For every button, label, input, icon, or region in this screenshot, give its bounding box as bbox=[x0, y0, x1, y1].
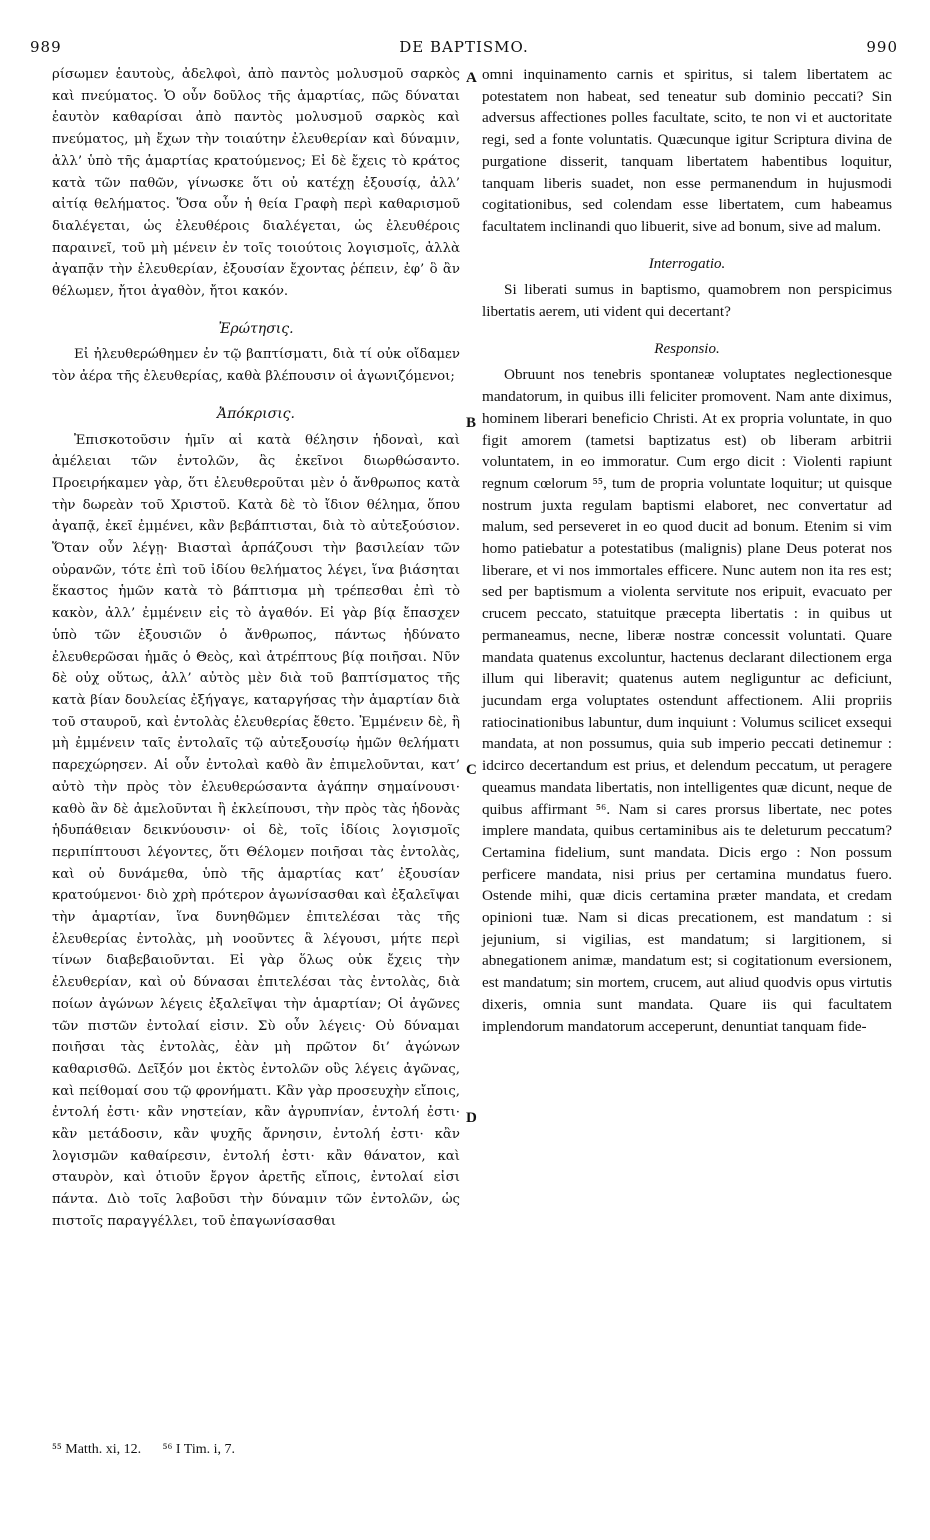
page-title: DE BAPTISMO. bbox=[399, 38, 529, 56]
section-marker-c: C bbox=[466, 762, 477, 778]
latin-question-heading: Interrogatio. bbox=[648, 255, 726, 272]
section-marker-b: B bbox=[466, 415, 477, 431]
section-marker-d: D bbox=[466, 1110, 477, 1126]
latin-column bbox=[482, 64, 892, 1037]
page-number-right: 990 bbox=[866, 38, 898, 56]
latin-intro-paragraph: omni inquinamento carnis et spiritus, si talem libertatem ac potestatem non habeat, sed teneatur sub dominio peccati? Sin adversus affectiones polles facultate, scito, te non vi et auctoritate regi, sed a fonte voluntatis. Quæcunque igitur Scriptura divina de purgatione disserit, tanquam libertatem habentibus loquitur, tanquam liberis suadet, non esse permanendum in hujusmodi cogitationibus, sed colendam esse libertatem, cum habeamus facultatem inclinandi quo libuerit, sive ad bonum, sive ad malum. bbox=[482, 66, 892, 235]
greek-intro-paragraph: ρίσωμεν ἑαυτοὺς, ἀδελφοὶ, ἀπὸ παντὸς μολυσμοῦ σαρκὸς καὶ πνεύματος. Ὁ οὖν δοῦλος τῆς ἁμαρτίας, πῶς δύναται ἑαυτὸν καθαρίσαι ἀπὸ παντὸς μολυσμοῦ σαρκὸς καὶ πνεύματος, μὴ ἔχων τὴν τοιαύτην ἐλευθερίαν καὶ δύναμιν, ἀλλ’ ὑπὸ τῆς ἁμαρτίας κρατούμενος; Εἰ δὲ ἔχεις τὸ κράτος κατὰ τῶν παθῶν, γίνωσκε ὅτι οὐ κατέχῃ ἐξουσίᾳ, ἀλλ’ αἰτίᾳ θελήματος. Ὅσα οὖν ἡ θεία Γραφὴ περὶ καθαρισμοῦ διαλέγεται, ὡς ἐλευθέροις διαλέγεται, ὡς ἐλευθέροις παραινεῖ, τοῦ μὴ μένειν ἐν τοῖς τοιούτοις λογισμοῖς, ἀλλὰ ἀγαπᾷν τὴν ἐλευθερίαν, ἐξουσίαν ἔχοντας ῥέπειν, ἐφ’ ὃ ἂν θέλωμεν, ἤτοι ἀγαθὸν, ἤτοι κακόν. bbox=[52, 67, 460, 300]
greek-answer-paragraph: Ἐπισκοτοῦσιν ἡμῖν αἱ κατὰ θέλησιν ἡδοναὶ, καὶ ἀμέλειαι τῶν ἐντολῶν, ἃς ἐκεῖνοι διωρθώσαντο. Προειρήκαμεν γὰρ, ὅτι ἐλευθεροῦται μὲν ὁ ἄνθρωπος κατὰ τὴν δωρεὰν τοῦ Χριστοῦ. Κατὰ δὲ τὸ ἴδιον θέλημα, ὅπου ἀγαπᾷ, ἐκεῖ ἐμμένει, κἂν βεβάπτισται, διὰ τὸ αὐτεξούσιον. Ὅταν οὖν λέγῃ· Βιασταὶ ἁρπάζουσι τὴν βασιλείαν τῶν οὐρανῶν, τότε ἐπὶ τοῦ ἰδίου θελήματος λέγει, ἵνα βιάσηται ἕκαστος ἡμῶν κατὰ τὸ βάπτισμα μὴ τρέπεσθαι ἐπὶ τὸ κακὸν, ἀλλ’ ἐμμένειν εἰς τὸ ἀγαθόν. Εἰ γὰρ βίᾳ ἔπασχεν ὑπὸ τῶν ἐξουσιῶν ὁ ἄνθρωπος, πάντως ἠδύνατο ἐλευθερῶσαι ἡμᾶς ὁ Θεὸς, καὶ ἀτρέπτους βίᾳ ποιῆσαι. Νῦν δὲ οὐχ οὕτως, ἀλλ’ αὐτὸς μὲν διὰ τοῦ βαπτίσματος τῆς κατὰ βίαν δουλείας ἐξήγαγε, καταργήσας τὴν ἁμαρτίαν διὰ τοῦ σταυροῦ, καὶ ἐντολὰς ἐλευθερίας ἔθετο. Ἐμμένειν δὲ, ἢ μὴ ἐμμένειν ταῖς ἐντολαῖς τῷ αὐτεξουσίῳ ἡμῶν θελήματι παρεχώρησεν. Αἱ οὖν ἐντολαὶ καθὸ ἂν ἐπιμελοῦνται, κατ’ αὐτὸ τὴν πρὸς τὸν ἐλευθερώσαντα ἀγάπην σημαίνουσι· καθὸ ἂν δὲ ἀμελοῦνται ἢ ἐκλείπουσι, τὴν πρὸς τὰς ἡδονὰς ἡδυπάθειαν δεικνύουσιν· οἱ δὲ, τοῖς ἰδίοις λογισμοῖς περιπίπτουσι λέγοντες, ὅτι Θέλομεν ποιῆσαι τὰς ἐντολὰς, καὶ οὐ δυνάμεθα, ὑπὸ τῆς ἁμαρτίας κατ’ ἐξουσίαν κρατούμενοι· διὸ χρὴ πρότερον ἀγωνίσασθαι καὶ ἐξαλεῖψαι τὴν ἁμαρτίαν, ἵνα δυνηθῶμεν ἐπιτελέσαι τὰς τῆς ἐλευθερίας ἐντολὰς, μὴ νοοῦντες ἃ λέγουσι, μήτε περὶ τίνων διαβεβαιοῦνται. Εἰ γὰρ ὅλως οὐκ ἔχεις τὴν ἐλευθερίαν, καὶ οὐ δύνασαι ἐπιτελέσαι τὰς ἐντολὰς, διὰ ποίων ἀγώνων λέγεις ἐξαλεῖψαι τὴν ἁμαρτίαν; Οἱ ἀγῶνες τῶν πιστῶν ἐντολαί εἰσιν. Σὺ οὖν λέγεις· Οὐ δύναμαι ποιῆσαι τὰς ἐντολὰς, ἐὰν μὴ πρῶτον δι’ ἀγώνων καθαρισθῶ. Δεῖξόν μοι ἐκτὸς ἐντολῶν οὓς λέγεις ἀγῶνας, καὶ πείθομαί σου τῷ φρονήματι. Κἂν γὰρ προσευχὴν εἴποις, ἐντολή ἐστι· κἂν νηστείαν, κἂν ἀγρυπνίαν, ἐντολή ἐστι· κἂν μετάδοσιν, κἂν ψυχῆς ἄρνησιν, ἐντολή ἐστι· κἂν λογισμῶν καθαίρεσιν, ἐντολή ἐστι· κἂν θάνατον, καὶ σταυρὸν, καὶ ὁτιοῦν ἔργον ἀρετῆς εἴποις, ἐντολαί εἰσι πάντα. Διὸ τοῖς λαβοῦσι τὴν δύναμιν τῶν ἐντολῶν, ὡς πιστοῖς παραγγέλλει, τοῦ ἐπαγωνίσασθαι bbox=[52, 432, 460, 1229]
footnote-55: ⁵⁵ Matth. xi, 12. bbox=[52, 1442, 142, 1457]
latin-answer-heading: Responsio. bbox=[654, 340, 720, 357]
section-marker-a: A bbox=[466, 70, 477, 86]
running-head bbox=[30, 38, 898, 60]
greek-column bbox=[52, 64, 460, 1233]
footnote-56: ⁵⁶ I Tim. i, 7. bbox=[162, 1442, 235, 1457]
latin-question-paragraph: Si liberati sumus in baptismo, quamobrem non perspicimus libertatis aerem, uti vident qui decertant? bbox=[482, 281, 892, 321]
footnotes bbox=[52, 1442, 253, 1458]
page-number-left: 989 bbox=[30, 38, 62, 56]
greek-answer-heading: Ἀπόκρισις. bbox=[217, 405, 295, 422]
latin-answer-paragraph: Obruunt nos tenebris spontaneæ voluptates neglectionesque mandatorum, in quibus illi feliciter promovent. Nam ante diximus, hominem liberari beneficio Christi. At ex propria voluntate, in quo figit amorem (tametsi baptizatus est) ob liberam arbitrii voluntatem, in eo immoratur. Cum ergo dicit : Violenti rapiunt regnum cœlorum ⁵⁵, tum de propria voluntate loquitur; ut quisque nostrum juxta regulam baptismi elaboret, nec convertatur ad malum, sed perseveret in eo quod ducit ad bonum. Etenim si vim homo patiebatur a potestatibus (malignis) plane Deus poterat nos liberare, et vi nos immortales efficere. Nunc autem non ita res est; sed per baptismum a violenta servitute nos eripuit, evacuato per crucem peccato, statuitque præcepta libertatis : in quibus ut permaneamus, necne, liberæ nostræ concessit voluntati. Quare mandata quatenus excoluntur, hactenus declarant dilectionem erga illum qui liberavit; quatenus autem negliguntur ac deficiunt, jucundam erga voluptates ostendunt affectionem. Alii propriis ratiocinationibus labuntur, dum inquiunt : Volumus scilicet exsequi mandata, at non possumus, quia sub imperio peccati detinemur : idcirco decertandum est prius, et delendum peccatum, ut peragere queamus mandata libertatis, non intelligentes quæ dicunt, neque de quibus affirmant ⁵⁶. Nam si cares prorsus libertate, nec potes implere mandata, quibus certaminibus ais te deleturum peccatum? Certamina fidelium, sunt mandata. Dicis ergo : Non possum perficere mandata, nisi prius per certamina mundatus fuero. Ostende mihi, quæ dicis certamina præter mandata, et credam opinioni tuæ. Nam si dicas precationem, est mandatum : si jejunium, si vigilias, est mandatum; si largitionem, si abnegationem animæ, mandatum est; si cogitationum eversionem, est mandatum; sin mortem, crucem, aut aliud quodvis opus virtutis dixeris, omnia sunt mandata. Quare iis qui facultatem implendorum mandatorum acceperunt, denuntiat tanquam fide- bbox=[482, 366, 892, 1035]
greek-question-heading: Ἐρώτησις. bbox=[218, 320, 294, 337]
greek-question-paragraph: Εἰ ἠλευθερώθημεν ἐν τῷ βαπτίσματι, διὰ τί οὐκ οἴδαμεν τὸν ἀέρα τῆς ἐλευθερίας, καθὰ βλέπουσιν οἱ ἀγωνιζόμενοι; bbox=[52, 347, 460, 385]
